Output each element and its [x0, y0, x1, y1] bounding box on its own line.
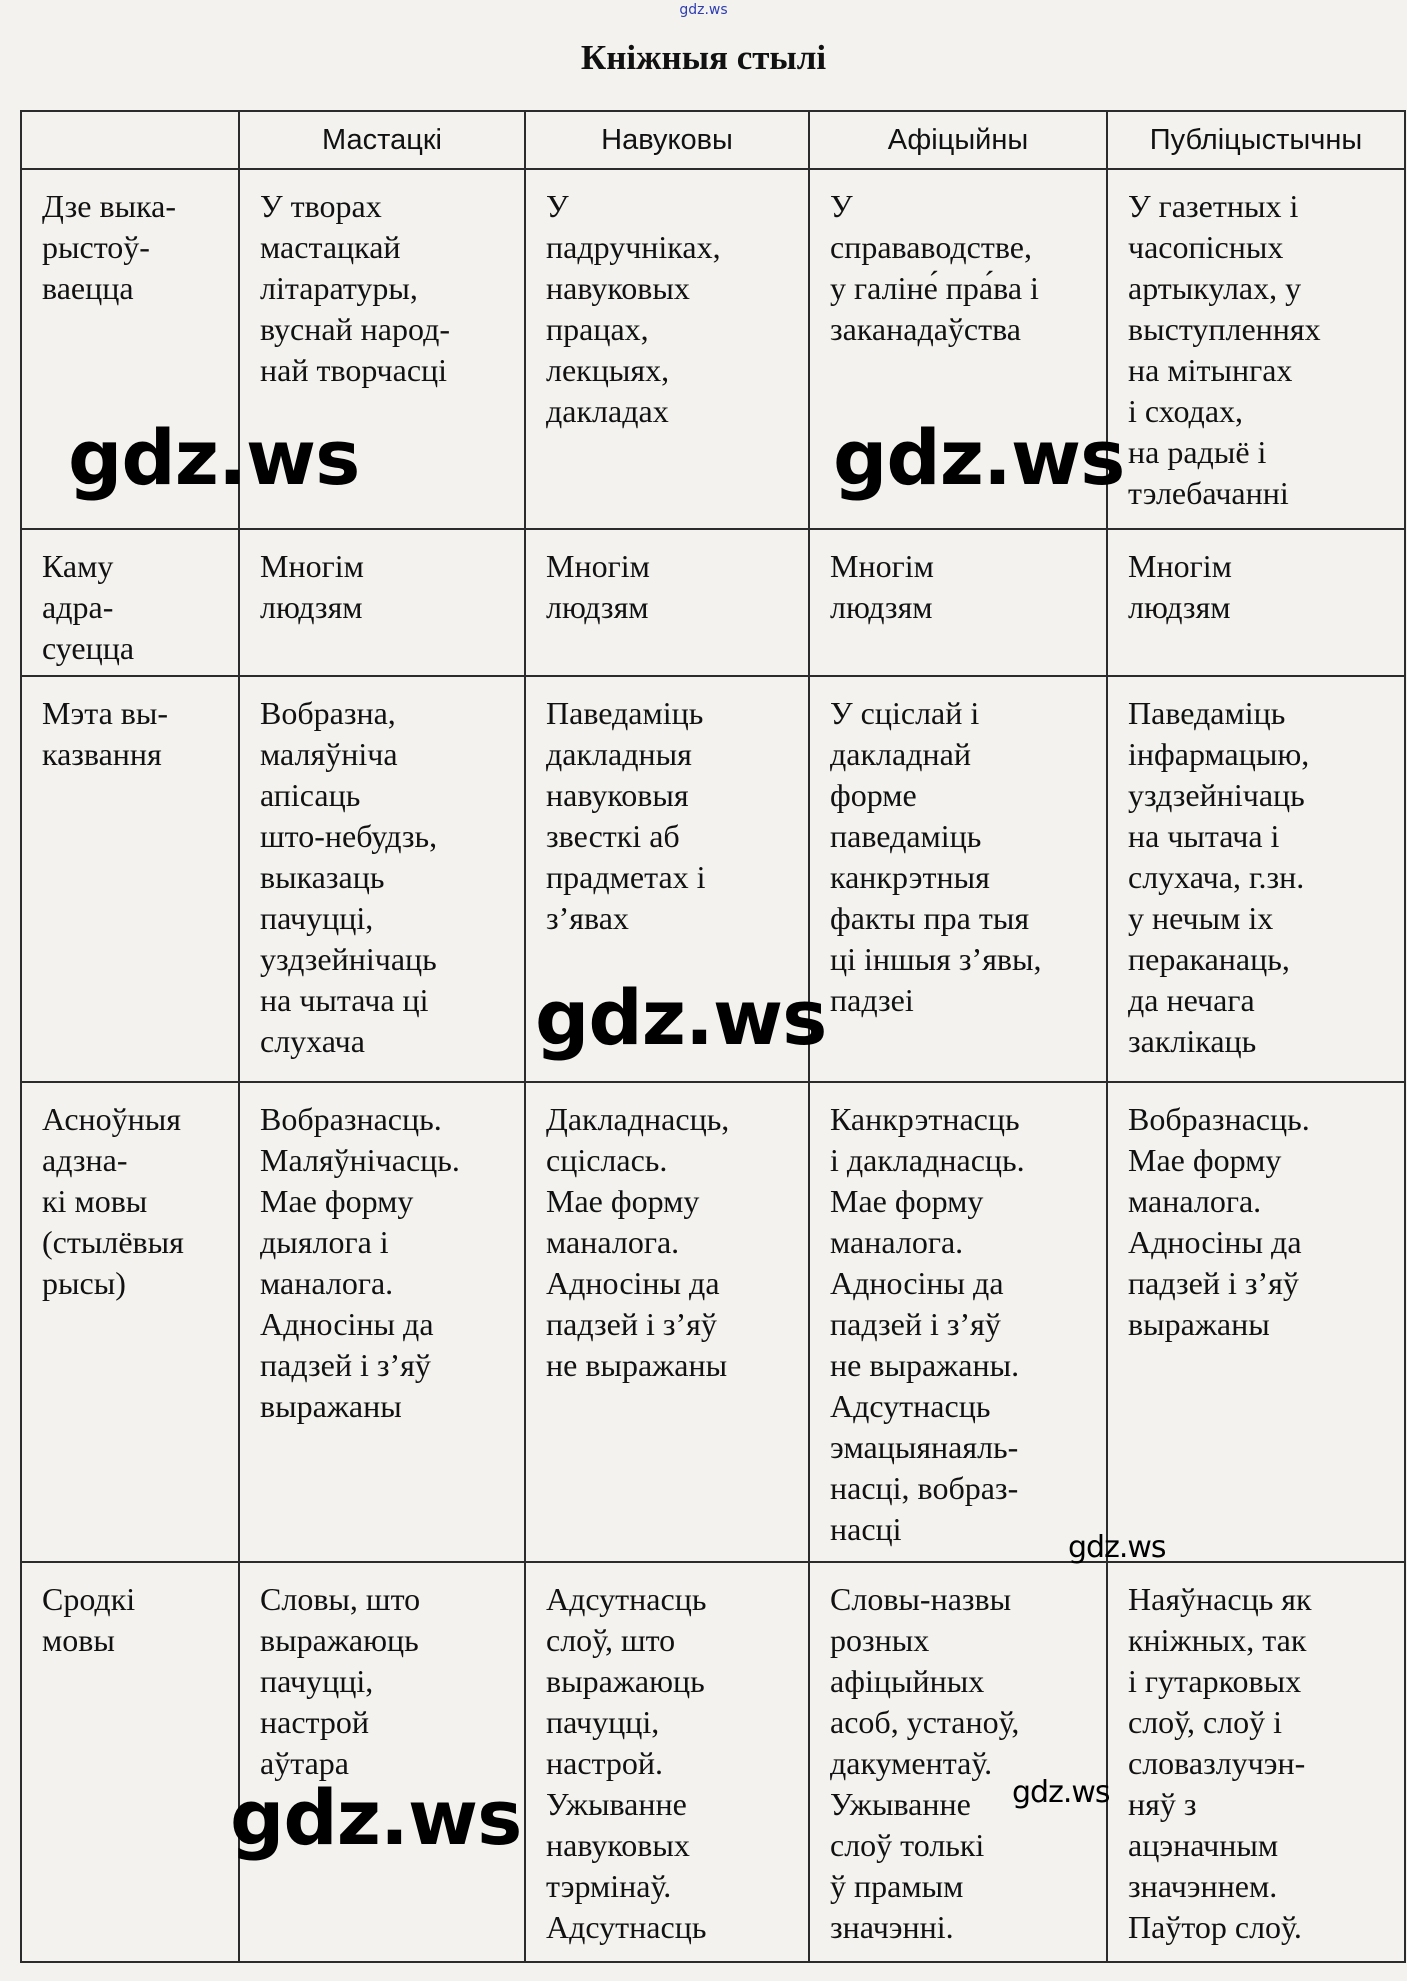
header-row: [21, 111, 1405, 169]
header-empty-cell: [21, 111, 239, 169]
table-cell: Многім людзям: [1107, 529, 1405, 676]
watermark: gdz.ws: [230, 1773, 522, 1862]
row-label: Дзе выка- рыстоў- ваецца: [21, 169, 239, 529]
table-row-addressee: [21, 529, 1405, 676]
table-cell: У творах мастацкай літаратуры, вуснай народ- най творчасці: [239, 169, 525, 529]
top-watermark: gdz.ws: [679, 2, 728, 18]
table-cell: Вобразнасць. Маляўнічасць. Мае форму дыялога і маналога. Адносіны да падзей і з’яў выражаны: [239, 1082, 525, 1562]
table-cell: Многім людзям: [809, 529, 1107, 676]
table-cell: У газетных і часопісных артыкулах, у выступленнях на мітынгах і сходах, на радыё і тэлебачанні: [1107, 169, 1405, 529]
table-cell: Словы-назвы розных афіцыйных асоб, устаноў, дакументаў. Ужыванне слоў толькі ў прамым значэнні.: [809, 1562, 1107, 1962]
table-cell: Паведаміць дакладныя навуковыя звесткі аб прадметах і з’явах: [525, 676, 809, 1082]
table-row-means: [21, 1562, 1405, 1962]
table-cell: У падручніках, навуковых працах, лекцыях, дакладах: [525, 169, 809, 529]
table-cell: Наяўнасць як кніжных, так і гутарковых слоў, слоў і словазлучэн- няў з ацэначным значэннем. Паўтор слоў.: [1107, 1562, 1405, 1962]
table-cell: Канкрэтнасць і дакладнасць. Мае форму маналога. Адносіны да падзей і з’яў не выражаны. Адсутнасць эмацыянаяль- насці, вобраз- насці: [809, 1082, 1107, 1562]
table-cell: Многім людзям: [239, 529, 525, 676]
header-artistic: Мастацкі: [239, 111, 525, 169]
table-cell: Адсутнасць слоў, што выражаюць пачуцці, настрой. Ужыванне навуковых тэрмінаў. Адсутнасць: [525, 1562, 809, 1962]
page-title: Кніжныя стылі: [580, 38, 827, 77]
table-cell: У справаводстве, у галіне́ пра́ва і заканадаўства: [809, 169, 1107, 529]
watermark: gdz.ws: [535, 973, 827, 1062]
header-journalistic: Публіцыстычны: [1107, 111, 1405, 169]
row-label: Сродкі мовы: [21, 1562, 239, 1962]
table-cell: Словы, што выражаюць пачуцці, настрой аўтара: [239, 1562, 525, 1962]
row-label: Каму адра- суецца: [21, 529, 239, 676]
table-row-features: [21, 1082, 1405, 1562]
watermark: gdz.ws: [833, 413, 1125, 502]
table-cell: Вобразна, маляўніча апісаць што-небудзь, выказаць пачуцці, уздзейнічаць на чытача ці слухача: [239, 676, 525, 1082]
watermark: gdz.ws: [68, 413, 360, 502]
row-label: Асноўныя адзна- кі мовы (стылёвыя рысы): [21, 1082, 239, 1562]
watermark: gdz.ws: [1068, 1530, 1166, 1565]
row-label: Мэта вы- казвання: [21, 676, 239, 1082]
table-cell: Дакладнасць, сціслась. Мае форму маналога. Адносіны да падзей і з’яў не выражаны: [525, 1082, 809, 1562]
table-cell: Многім людзям: [525, 529, 809, 676]
table-cell: Вобразнасць. Мае форму маналога. Адносіны да падзей і з’яў выражаны: [1107, 1082, 1405, 1562]
table-cell: У сціслай і дакладнай форме паведаміць канкрэтныя факты пра тыя ці іншыя з’явы, падзеі: [809, 676, 1107, 1082]
header-scientific: Навуковы: [525, 111, 809, 169]
table-cell: Паведаміць інфармацыю, уздзейнічаць на чытача і слухача, г.зн. у нечым іх пераканаць, да нечага заклікаць: [1107, 676, 1405, 1082]
watermark: gdz.ws: [1012, 1775, 1110, 1810]
header-official: Афіцыйны: [809, 111, 1107, 169]
